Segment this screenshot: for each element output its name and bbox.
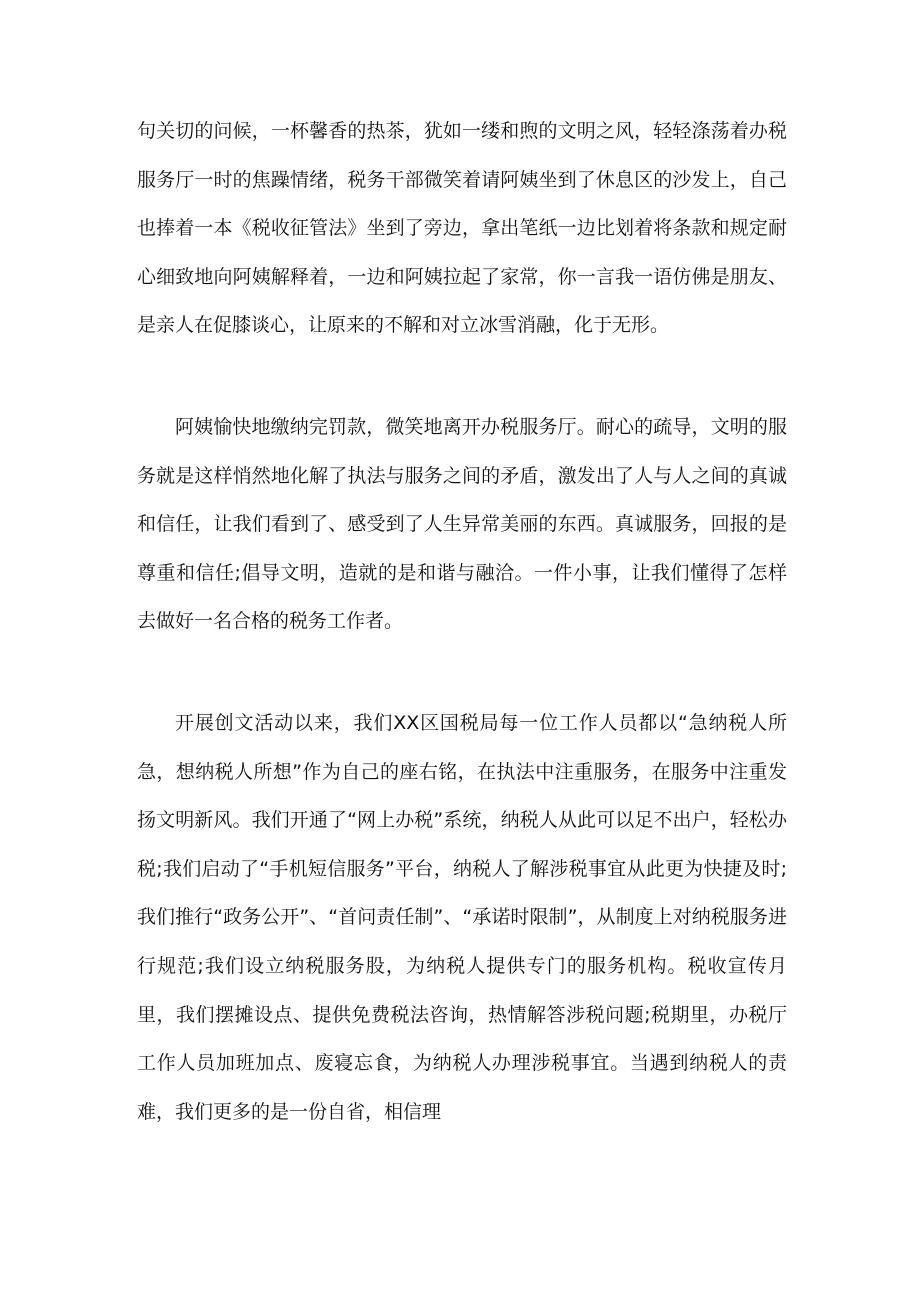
paragraph-aunt-pays-fine: 阿姨愉快地缴纳完罚款，微笑地离开办税服务厅。耐心的疏导，文明的服务就是这样悄然地化解了执法与服务之间的矛盾，激发出了人与人之间的真诚和信任，让我们看到了、感受到了人生异常美丽的东西。真诚服务，回报的是尊重和信任;倡导文明，造就的是和谐与融洽。一件小事，让我们懂得了怎样去做好一名合格的税务工作者。: [137, 415, 787, 633]
paragraph-continued: 句关切的问候，一杯馨香的热茶，犹如一缕和煦的文明之风，轻轻涤荡着办税服务厅一时的焦躁情绪，税务干部微笑着请阿姨坐到了休息区的沙发上，自己也捧着一本《税收征管法》坐到了旁边，拿出笔纸一边比划着将条款和规定耐心细致地向阿姨解释着，一边和阿姨拉起了家常，你一言我一语仿佛是朋友、是亲人在促膝谈心，让原来的不解和对立冰雪消融，化于无形。: [137, 120, 787, 337]
paragraph-civilization-campaign: 开展创文活动以来，我们XX区国税局每一位工作人员都以“急纳税人所急，想纳税人所想”作为自己的座右铭，在执法中注重服务，在服务中注重发扬文明新风。我们开通了“网上办税”系统，纳税人从此可以足不出户，轻松办税;我们启动了“手机短信服务”平台，纳税人了解涉税事宜从此更为快捷及时;我们推行“政务公开”、“首问责任制”、“承诺时限制”，从制度上对纳税服务进行规范;我们设立纳税服务股，为纳税人提供专门的服务机构。税收宣传月里，我们摆摊设点、提供免费税法咨询，热情解答涉税问题;税期里，办税厅工作人员加班加点、废寝忘食，为纳税人办理涉税事宜。当遇到纳税人的责难，我们更多的是一份自省，相信理: [137, 711, 787, 1123]
document-page: [137, 107, 787, 1136]
